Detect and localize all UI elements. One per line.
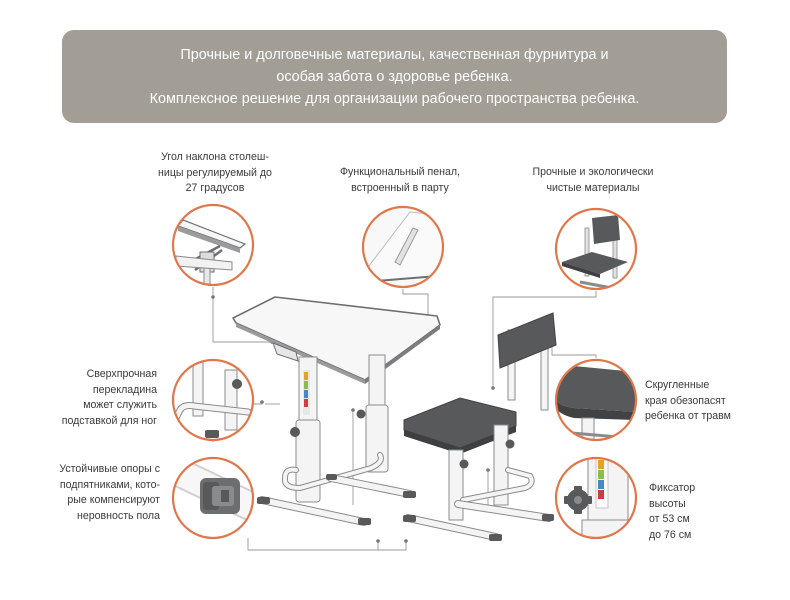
banner-line-2: особая забота о здоровье ребенка. xyxy=(276,68,513,85)
callout-tilt: Угол наклона столеш- ницы регулируемый до 27 градусов xyxy=(158,151,272,194)
callout-feet: Устойчивые опоры с подпятниками, кото- рые компенсируют неровность пола xyxy=(59,463,160,522)
zoom-circle-chair xyxy=(550,205,640,295)
callout-rounded-edges: Скругленные края обезопасят ребенка от травм xyxy=(645,379,731,422)
zoom-circle-tilt xyxy=(170,200,260,290)
zoom-circle-foot xyxy=(170,456,260,546)
banner-line-3: Комплексное решение для организации рабочего пространства ребенка. xyxy=(149,90,640,107)
zoom-circle-crossbar xyxy=(170,356,260,448)
desk-drawing xyxy=(233,297,440,525)
callout-height-lock: Фиксатор высоты от 53 см до 76 см xyxy=(649,482,696,541)
callout-crossbar: Сверхпрочная перекладина может служить подставкой для ног xyxy=(61,368,157,427)
zoom-circle-height-lock xyxy=(550,456,640,546)
callout-pencil-case: Функциональный пенал, встроенный в парту xyxy=(340,166,460,194)
zoom-circle-rounded-edge xyxy=(550,358,640,448)
callout-materials: Прочные и экологически чистые материалы xyxy=(532,166,654,194)
zoom-circle-pencil-case xyxy=(360,205,450,295)
chair-drawing xyxy=(403,313,556,541)
banner-line-1: Прочные и долговечные материалы, качественная фурнитура и xyxy=(180,46,609,63)
